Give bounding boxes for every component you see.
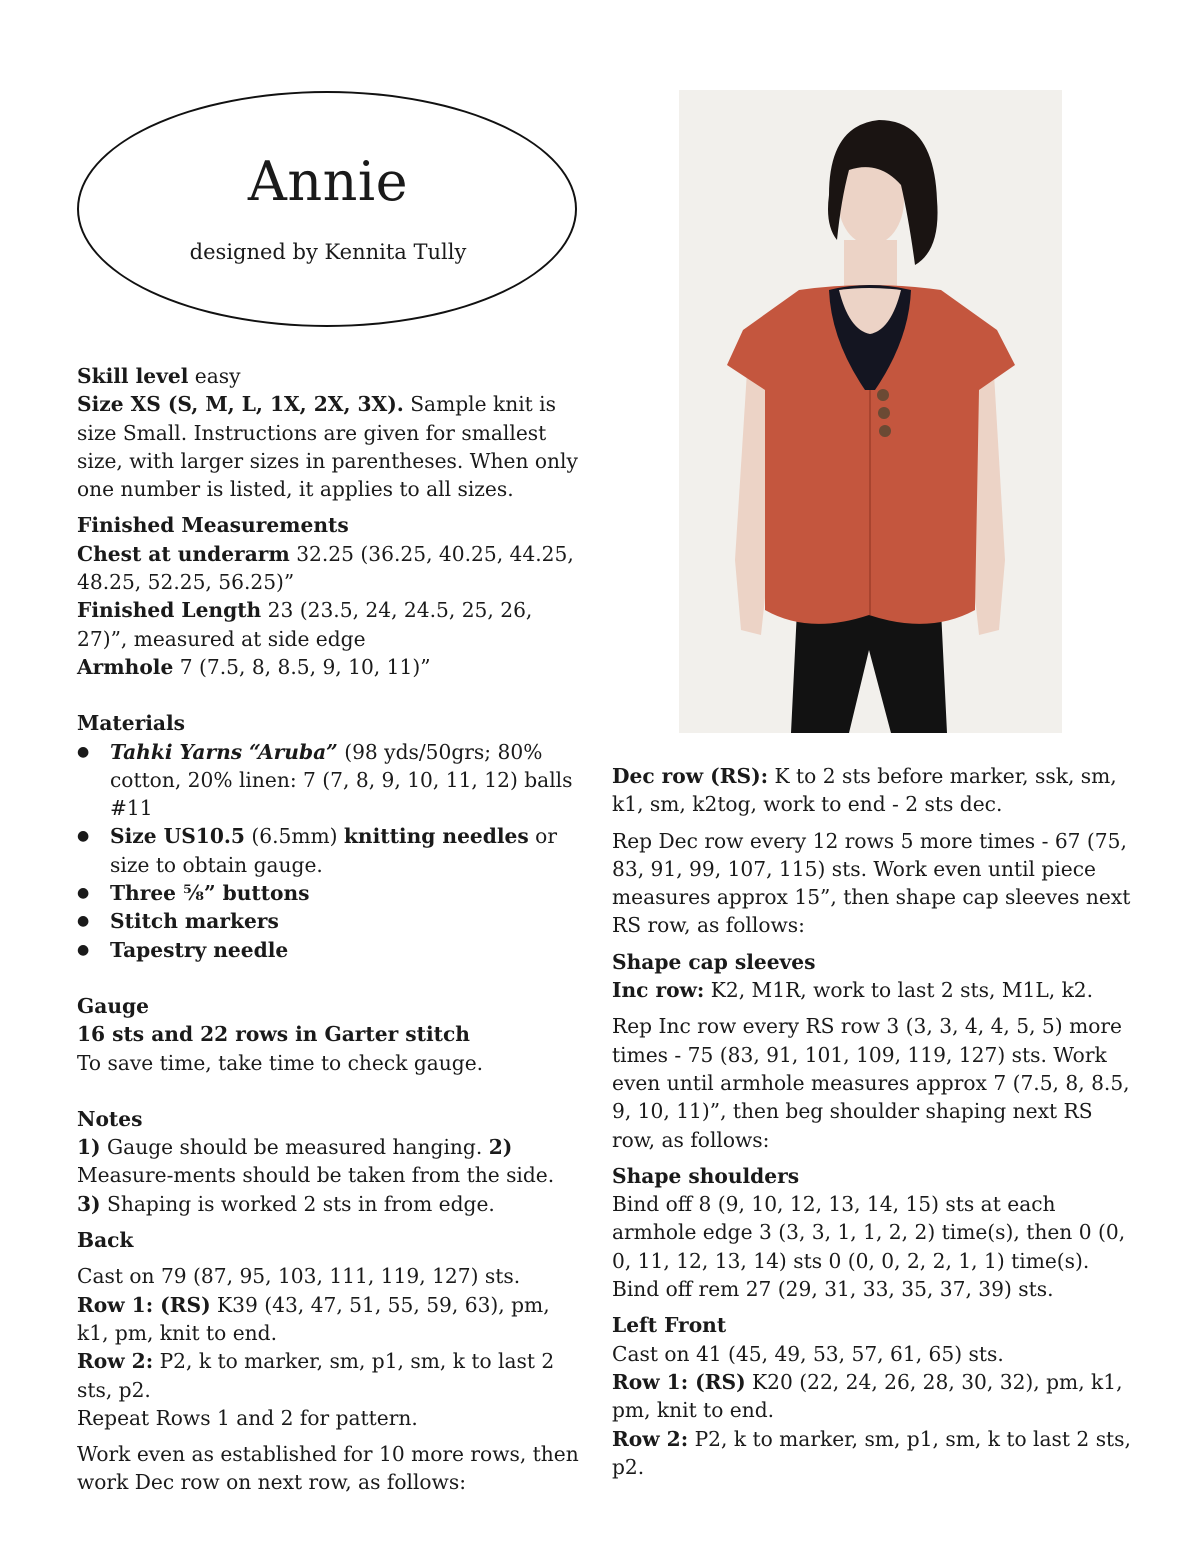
shoulders-heading: Shape shoulders — [612, 1163, 800, 1188]
skill-level: Skill level easy — [77, 364, 241, 388]
materials-list — [77, 738, 582, 964]
back-repeat: Repeat Rows 1 and 2 for pattern. — [77, 1405, 418, 1430]
designer-credit: designed by Kennita Tully — [189, 240, 467, 264]
back-heading: Back — [77, 1228, 134, 1253]
size-info: Size XS (S, M, L, 1X, 2X, 3X). Sample knit is size Small. Instructions are given for smallest size, with larger sizes in parentheses. When only one number is listed, it applies to all sizes. — [77, 392, 578, 502]
list-item: ● Tahki Yarns “Aruba” (98 yds/50grs; 80% cotton, 20% linen: 7 (7, 8, 9, 10, 11, 12) balls #11 — [77, 739, 573, 821]
gauge-spec: 16 sts and 22 rows in Garter stitch — [77, 1022, 470, 1047]
list-item: ● Stitch markers — [77, 907, 582, 935]
left-front-row-1: Row 1: (RS) K20 (22, 24, 26, 28, 30, 32), pm, k1, pm, knit to end. — [612, 1369, 1123, 1423]
length-measurement: Finished Length 23 (23.5, 24, 24.5, 25, 26, 27)”, measured at side edge — [77, 598, 533, 651]
back-row-2: Row 2: P2, k to marker, sm, p1, sm, k to last 2 sts, p2. — [77, 1349, 555, 1402]
left-front-cast-on: Cast on 41 (45, 49, 53, 57, 61, 65) sts. — [612, 1341, 1004, 1366]
back-work-even: Work even as established for 10 more rows, then work Dec row on next row, as follows: — [77, 1442, 579, 1495]
right-column — [612, 762, 1137, 1481]
chest-measurement: Chest at underarm 32.25 (36.25, 40.25, 44.25, 48.25, 52.25, 56.25)” — [77, 541, 574, 595]
rep-inc-row: Rep Inc row every RS row 3 (3, 3, 4, 4, 5, 5) more times - 75 (83, 91, 101, 109, 119, 127) sts. Work even until armhole measures approx 7 (7.5, 8, 8.5, 9, 10, 11)”, then beg shoulder shaping next RS row, as follows: — [612, 1014, 1130, 1152]
back-cast-on: Cast on 79 (87, 95, 103, 111, 119, 127) sts. — [77, 1264, 521, 1289]
model-photo — [679, 90, 1062, 733]
left-front-heading: Left Front — [612, 1313, 727, 1338]
inc-row: Inc row: K2, M1R, work to last 2 sts, M1L, k2. — [612, 978, 1094, 1003]
bullet-icon: ● — [77, 941, 90, 958]
bullet-icon: ● — [77, 885, 90, 902]
armhole-measurement: Armhole 7 (7.5, 8, 8.5, 9, 10, 11)” — [77, 654, 431, 679]
list-item: ● Tapestry needle — [77, 936, 582, 964]
sweater-illustration — [679, 90, 1062, 733]
notes-heading: Notes — [77, 1106, 143, 1131]
materials-heading: Materials — [77, 711, 186, 736]
left-front-row-2: Row 2: P2, k to marker, sm, p1, sm, k to last 2 sts, p2. — [612, 1426, 1131, 1479]
bullet-icon: ● — [77, 913, 90, 930]
notes-text: 1) Gauge should be measured hanging. 2) Measure-ments should be taken from the side. 3) Shaping is worked 2 sts in from edge. — [77, 1135, 555, 1216]
shoulders-text: Bind off 8 (9, 10, 12, 13, 14, 15) sts at each armhole edge 3 (3, 3, 1, 1, 2, 2) time(s), then 0 (0, 0, 11, 12, 13, 14) sts 0 (0, 0, 2, 2, 1, 1) time(s). Bind off rem 27 (29, 31, 33, 35, 37, 39) sts. — [612, 1192, 1126, 1302]
rep-dec-row: Rep Dec row every 12 rows 5 more times - 67 (75, 83, 91, 99, 107, 115) sts. Work even until piece measures approx 15”, then shape cap sleeves next RS row, as follows: — [612, 828, 1131, 938]
dec-row: Dec row (RS): K to 2 sts before marker, ssk, sm, k1, sm, k2tog, work to end - 2 sts dec. — [612, 764, 1117, 817]
gauge-note: To save time, take time to check gauge. — [77, 1050, 484, 1075]
back-row-1: Row 1: (RS) K39 (43, 47, 51, 55, 59, 63), pm, k1, pm, knit to end. — [77, 1292, 550, 1345]
gauge-heading: Gauge — [77, 993, 149, 1018]
list-item: ● Size US10.5 (6.5mm) knitting needles or size to obtain gauge. — [77, 824, 557, 877]
left-column — [77, 362, 582, 1497]
list-item: ● Three ⅝” buttons — [77, 879, 582, 907]
pattern-title: Annie — [247, 150, 409, 213]
finished-measurements-heading: Finished Measurements — [77, 513, 349, 538]
bullet-icon: ● — [77, 828, 90, 845]
bullet-icon: ● — [77, 743, 90, 760]
cap-sleeves-heading: Shape cap sleeves — [612, 949, 816, 974]
